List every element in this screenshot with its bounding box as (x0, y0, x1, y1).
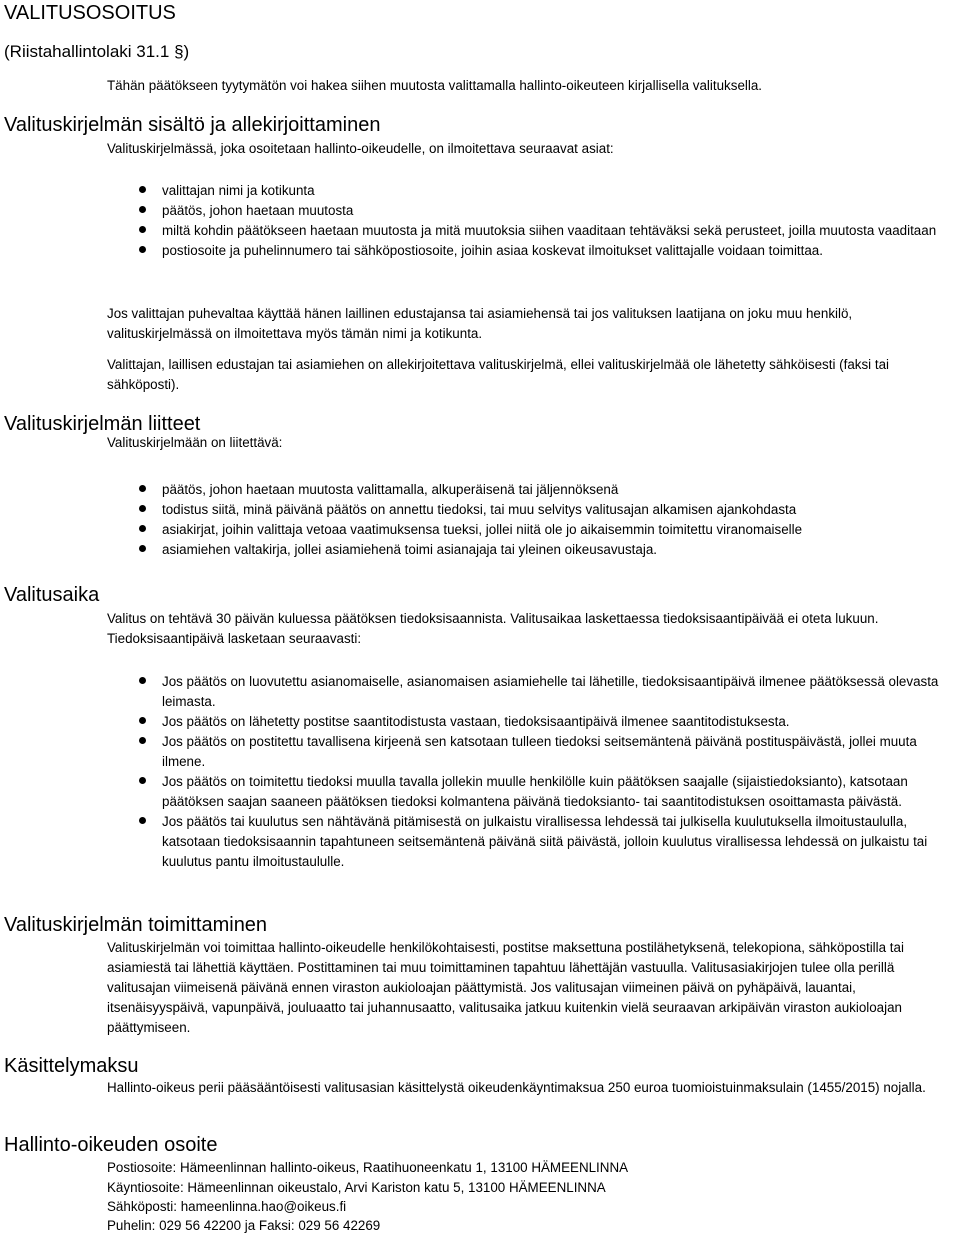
email-address: Sähköposti: hameenlinna.hao@oikeus.fi (107, 1199, 347, 1214)
list-item: todistus siitä, minä päivänä päätös on annettu tiedoksi, tai muu selvitys valitusajan alkamisen ajankohdasta (138, 500, 953, 520)
deadline-lead: Valitus on tehtävä 30 päivän kuluessa päätöksen tiedoksisaannista. Valitusaikaa laskettaessa tiedoksisaantipäivää ei oteta lukuun. Tiedoksisaantipäivä lasketaan seuraavasti: (107, 611, 879, 646)
list-item: päätös, johon haetaan muutosta valittamalla, alkuperäisenä tai jäljennöksenä (138, 480, 953, 500)
visiting-address: Käyntiosoite: Hämeenlinnan oikeustalo, Arvi Kariston katu 5, 13100 HÄMEENLINNA (107, 1180, 606, 1195)
list-item: päätös, johon haetaan muutosta (138, 201, 953, 221)
list-item: Jos päätös on lähetetty postitse saantitodistusta vastaan, tiedoksisaantipäivä ilmenee saantitodistuksesta. (138, 712, 953, 732)
representative-paragraph: Jos valittajan puhevaltaa käyttää hänen laillinen edustajansa tai asiamiehensä tai jos valituksen laatijana on joku muu henkilö, valituskirjelmässä on ilmoitettava myös tämän nimi ja kotikunta. (107, 306, 853, 341)
heading-deadline: Valitusaika (4, 584, 100, 606)
bullet-icon (139, 246, 146, 253)
list-item: Jos päätös on postitettu tavallisena kirjeenä sen katsotaan tulleen tiedoksi seitsemäntenä päivänä postituspäivästä, jollei muuta ilmene. (138, 732, 953, 772)
heading-fee: Käsittelymaksu (4, 1055, 139, 1077)
bullet-icon (139, 545, 146, 552)
law-reference: (Riistahallintolaki 31.1 §) (4, 42, 190, 61)
bullet-icon (139, 717, 146, 724)
bullet-icon (139, 186, 146, 193)
deadline-list (138, 672, 953, 872)
list-item: Jos päätös on toimitettu tiedoksi muulla tavalla jollekin muulle henkilölle kuin päätöksen saajalle (sijaistiedoksianto), katsotaan päätöksen saajan saaneen päätöksen tiedoksi kolmantena päivänä tiedoksianto- tai saantitodistuksen osoittamasta päivästä. (138, 772, 953, 812)
delivery-text: Valituskirjelmän voi toimittaa hallinto-oikeudelle henkilökohtaisesti, postitse maksettuna postilähetyksenä, telekopiona, sähköpostilla tai asiamiestä tai lähettiä käyttäen. Postittaminen tai muu toimittaminen tapahtuu lähettäjän vastuulla. Valitusasiakirjojen tulee olla perillä valitusajan viimeisenä päivänä ennen viraston aukioloajan päättymistä. Jos valitusajan viimeinen päivä on pyhäpäivä, lauantai, itsenäisyyspäivä, vapunpäivä, jouluaatto tai juhannusaatto, valitusaika jatkuu kuitenkin vielä seuraavan arkipäivän viraston aukioloajan päättymiseen. (107, 940, 904, 1035)
attachments-list (138, 480, 953, 560)
fee-text: Hallinto-oikeus perii pääsääntöisesti valitusasian käsittelystä oikeudenkäyntimaksua 250 euroa tuomioistuinmaksulain (1455/2015) nojalla. (107, 1080, 926, 1095)
bullet-icon (139, 485, 146, 492)
phone-fax: Puhelin: 029 56 42200 ja Faksi: 029 56 42269 (107, 1218, 381, 1233)
heading-content: Valituskirjelmän sisältö ja allekirjoittaminen (4, 114, 381, 136)
bullet-icon (139, 505, 146, 512)
bullet-icon (139, 206, 146, 213)
list-item: Jos päätös tai kuulutus sen nähtävänä pitämisestä on julkaistu virallisessa lehdessä tai julkisella kuulutuksella ilmoitustaululla, katsotaan tiedoksisaannin tapahtuneen seitsemäntenä päivänä siitä päivästä, jolloin kuulutus virallisessa lehdessä on julkaistu tai kuulutus pantu ilmoitustaululle. (138, 812, 953, 872)
bullet-icon (139, 226, 146, 233)
bullet-icon (139, 817, 146, 824)
bullet-icon (139, 677, 146, 684)
attachments-lead: Valituskirjelmään on liitettävä: (107, 435, 283, 450)
list-item: miltä kohdin päätökseen haetaan muutosta ja mitä muutoksia siihen vaaditaan tehtäväksi sekä perusteet, joilla muutosta vaaditaan (138, 221, 953, 241)
heading-attachments: Valituskirjelmän liitteet (4, 413, 201, 435)
document-title: VALITUSOSOITUS (4, 2, 176, 24)
bullet-icon (139, 737, 146, 744)
heading-delivery: Valituskirjelmän toimittaminen (4, 914, 268, 936)
bullet-icon (139, 777, 146, 784)
list-item: Jos päätös on luovutettu asianomaiselle, asianomaisen asiamiehelle tai lähetille, tiedoksisaantipäivä ilmenee päätöksessä olevasta leimasta. (138, 672, 953, 712)
list-item: postiosoite ja puhelinnumero tai sähköpostiosoite, joihin asiaa koskevat ilmoitukset valittajalle voidaan toimittaa. (138, 241, 953, 261)
bullet-icon (139, 525, 146, 532)
list-item: asiakirjat, joihin valittaja vetoaa vaatimuksensa tueksi, jollei niitä ole jo aikaisemmin toimitettu viranomaiselle (138, 520, 953, 540)
heading-court-address: Hallinto-oikeuden osoite (4, 1134, 218, 1156)
list-item: valittajan nimi ja kotikunta (138, 181, 953, 201)
content-list (138, 181, 953, 261)
content-lead: Valituskirjelmässä, joka osoitetaan hallinto-oikeudelle, on ilmoitettava seuraavat asiat: (107, 141, 614, 156)
intro-text: Tähän päätökseen tyytymätön voi hakea siihen muutosta valittamalla hallinto-oikeuteen kirjallisella valituksella. (107, 78, 763, 93)
postal-address: Postiosoite: Hämeenlinnan hallinto-oikeus, Raatihuoneenkatu 1, 13100 HÄMEENLINNA (107, 1160, 629, 1175)
signature-paragraph: Valittajan, laillisen edustajan tai asiamiehen on allekirjoitettava valituskirjelmä, ellei valituskirjelmää ole lähetetty sähköisesti (faksi tai sähköposti). (107, 357, 889, 392)
list-item: asiamiehen valtakirja, jollei asiamiehenä toimi asianajaja tai yleinen oikeusavustaja. (138, 540, 953, 560)
